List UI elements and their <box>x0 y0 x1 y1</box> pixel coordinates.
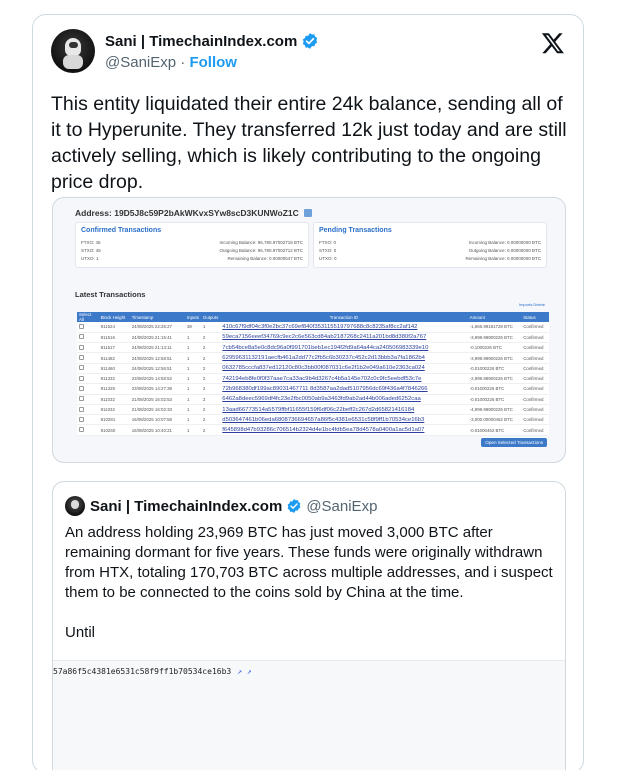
transaction-id-link: 72b968380df199ac89031467711 8d3587aa2dad5107956dc69f436a4f7846266 <box>220 384 467 394</box>
balance-row <box>319 247 541 255</box>
balance-row <box>81 239 303 247</box>
x-logo-icon[interactable] <box>541 31 565 55</box>
block-height-cell: 910260 <box>99 425 130 435</box>
table-row <box>77 394 549 404</box>
table-row <box>77 384 549 394</box>
outputs-cell: 2 <box>201 353 220 363</box>
block-height-cell: 911032 <box>99 404 130 414</box>
transaction-id-link: 742194eb8fe0f0f37aae7ca33ac9b4d3267c4b5a145e702c0c9fc5eebdf53c7e <box>220 373 467 383</box>
balance-row <box>319 255 541 263</box>
block-height-cell: 911482 <box>99 353 130 363</box>
verified-badge-icon <box>286 498 302 514</box>
checkbox-icon <box>79 345 84 350</box>
inputs-cell: 1 <box>185 343 201 353</box>
tweet-text: This entity liquidated their entire 24k balance, sending all of it to Hyperunite. They transferred 12k just today and are still actively selling, which is likely contributing to the ongoing price drop. <box>51 93 567 193</box>
external-link-icon <box>304 209 312 217</box>
column-header: Amount <box>468 312 522 322</box>
transaction-id-link: 62959631132191aecfb461a2dd77c2fb5c6b30237c452c2d13bbb3a7fa1862b4 <box>220 353 467 363</box>
address-heading <box>75 208 312 218</box>
open-selected-button: Open Selected Transactions <box>481 438 547 447</box>
transaction-id-link: f645898d47b93286c706514b2324d4e1bc4fdb5ea78d4578a0400a1ac5d1a07 <box>220 425 467 435</box>
transaction-id-link: 59eca7156eeef34769c9ec2c6e563cd84ab2187268c2411a201bd8d380f2a767 <box>220 332 467 342</box>
amount-cell: -3,999.99900226 BTC <box>468 332 522 342</box>
amount-cell: -0.01000462 BTC <box>468 425 522 435</box>
outputs-cell: 2 <box>201 415 220 425</box>
outputs-cell: 2 <box>201 373 220 383</box>
balance-value: Outgoing Balance: 0.00000000 BTC <box>468 248 541 253</box>
table-row <box>77 332 549 342</box>
outputs-cell: 2 <box>201 343 220 353</box>
balance-value: Incoming Balance: 0.00000000 BTC <box>468 240 541 245</box>
amount-cell: -0.01000226 BTC <box>468 394 522 404</box>
latest-transactions-title: Latest Transactions <box>75 290 146 299</box>
inputs-cell: 38 <box>185 322 201 332</box>
inputs-cell: 1 <box>185 394 201 404</box>
amount-cell: -1,666.99181728 BTC <box>468 322 522 332</box>
block-height-cell: 911032 <box>99 394 130 404</box>
transaction-id-link: 410c67f9df04c3f0e2bc37c69ef840f353115519797688c8c8235af8cc2af142 <box>220 322 467 332</box>
timestamp-cell: 21/08/2025 16:02:53 <box>130 394 185 404</box>
outputs-cell: 1 <box>201 322 220 332</box>
timestamp-cell: 21/08/2025 16:02:33 <box>130 404 185 414</box>
table-row <box>77 353 549 363</box>
column-header: Block Height <box>99 312 130 322</box>
outputs-cell: 2 <box>201 332 220 342</box>
status-cell: Confirmed <box>521 332 549 342</box>
status-cell: Confirmed <box>521 394 549 404</box>
quoted-author-handle: @SaniExp <box>306 497 378 515</box>
balance-key: UTXO: 0 <box>319 256 337 261</box>
row-checkbox-cell <box>77 353 99 363</box>
author-name-text: Sani | TimechainIndex.com <box>105 32 298 50</box>
block-height-cell: 910281 <box>99 415 130 425</box>
column-header: Timestamp <box>130 312 185 322</box>
timestamp-cell: 23/08/2025 14:27:38 <box>130 384 185 394</box>
table-row <box>77 343 549 353</box>
quoted-paragraph: An address holding 23,969 BTC has just moved 3,000 BTC after remaining dormant for five years. These funds were originally withdrawn from HTX, totaling 170,703 BTC across multiple addresses, and i suspect them to be connected to the coins sold by China at the time. <box>65 524 553 601</box>
pending-rows <box>319 239 541 263</box>
separator-dot: · <box>180 54 186 71</box>
attached-screenshot[interactable] <box>52 197 566 463</box>
block-height-cell: 911516 <box>99 332 130 342</box>
row-checkbox-cell <box>77 415 99 425</box>
confirmed-title: Confirmed Transactions <box>81 227 162 234</box>
checkbox-icon <box>79 407 84 412</box>
table-header-row <box>77 312 549 322</box>
balance-key: FTXO: 45 <box>81 240 101 245</box>
timestamp-cell: 24/08/2025 12:58:51 <box>130 353 185 363</box>
balance-key: UTXO: 1 <box>81 256 99 261</box>
status-cell: Confirmed <box>521 322 549 332</box>
inputs-cell: 1 <box>185 415 201 425</box>
status-cell: Confirmed <box>521 415 549 425</box>
balance-row <box>81 255 303 263</box>
checkbox-icon <box>79 365 84 370</box>
quoted-text <box>65 523 557 663</box>
column-header: Outputs <box>201 312 220 322</box>
author-subline <box>105 54 237 71</box>
transaction-id-link: 13aad66773514a5579ffbf11655f159f6df06c22beff2c267d2d65821416184 <box>220 404 467 414</box>
inputs-cell: 1 <box>185 425 201 435</box>
column-header: Transaction ID <box>220 312 467 322</box>
balance-value: Remaining Balance: 0.00000000 BTC <box>465 256 541 261</box>
status-cell: Confirmed <box>521 363 549 373</box>
amount-cell: -0.01000226 BTC <box>468 363 522 373</box>
quoted-tweet[interactable] <box>52 481 566 770</box>
astronaut-body-icon <box>63 55 83 69</box>
balance-key: STXO: 0 <box>319 248 337 253</box>
row-checkbox-cell <box>77 343 99 353</box>
balance-key: FTXO: 0 <box>319 240 337 245</box>
quoted-avatar <box>65 496 85 516</box>
status-cell: Confirmed <box>521 343 549 353</box>
checkbox-icon <box>79 376 84 381</box>
row-checkbox-cell <box>77 394 99 404</box>
table-row <box>77 373 549 383</box>
amount-cell: -3,000.00000462 BTC <box>468 415 522 425</box>
inputs-cell: 1 <box>185 332 201 342</box>
outputs-cell: 2 <box>201 394 220 404</box>
row-checkbox-cell <box>77 404 99 414</box>
address-value: 19D5J8c59P2bAkWKvxSYw8scD3KUNWoZ1C <box>114 208 299 218</box>
checkbox-icon <box>79 334 84 339</box>
amount-cell: -2,999.99900226 BTC <box>468 373 522 383</box>
row-checkbox-cell <box>77 384 99 394</box>
transaction-id-link: 7cb54bce8a5e0c8dc96a0f991701beb1ec194f2fd9a64a44ca240506983339e10 <box>220 343 467 353</box>
block-height-cell: 911517 <box>99 343 130 353</box>
quoted-paragraph: Until <box>65 624 96 641</box>
amount-cell: -0.1000226 BTC <box>468 343 522 353</box>
status-cell: Confirmed <box>521 373 549 383</box>
checkbox-icon <box>79 324 84 329</box>
block-height-cell: 911460 <box>99 363 130 373</box>
table-row <box>77 322 549 332</box>
astronaut-icon <box>71 500 79 509</box>
tweet-card <box>32 14 584 770</box>
balance-value: Remaining Balance: 0.00000547 BTC <box>227 256 303 261</box>
row-checkbox-cell <box>77 322 99 332</box>
inputs-cell: 1 <box>185 363 201 373</box>
row-checkbox-cell <box>77 373 99 383</box>
transactions-table <box>77 312 549 436</box>
quoted-image-text <box>53 667 252 676</box>
table-row <box>77 425 549 435</box>
row-checkbox-cell <box>77 425 99 435</box>
timestamp-cell: 16/08/2025 10:40:21 <box>130 425 185 435</box>
tweet-header <box>51 29 567 85</box>
outputs-cell: 2 <box>201 425 220 435</box>
amount-cell: -3,999.99900226 BTC <box>468 353 522 363</box>
quoted-image-hash: 57a86f5c4381e6531c58f9ff1b70534ce16b3 <box>53 667 232 676</box>
follow-button[interactable]: Follow <box>189 54 237 71</box>
timestamp-cell: 24/08/2025 21:15:41 <box>130 332 185 342</box>
status-cell: Confirmed <box>521 384 549 394</box>
timestamp-cell: 23/08/2025 14:58:52 <box>130 373 185 383</box>
column-header: Inputs <box>185 312 201 322</box>
table-body <box>77 322 549 435</box>
author-handle[interactable]: @SaniExp <box>105 54 177 71</box>
inputs-cell: 1 <box>185 404 201 414</box>
transaction-id-link: 0632785cccfa837ed12120c80c3bb00f087031c6e2f1b2e049a610e2363ca024 <box>220 363 467 373</box>
inputs-cell: 1 <box>185 384 201 394</box>
table-row <box>77 415 549 425</box>
author-name[interactable] <box>105 32 319 50</box>
astronaut-visor-icon <box>69 42 78 48</box>
quoted-author-name: Sani | TimechainIndex.com <box>90 497 283 515</box>
balance-row <box>81 247 303 255</box>
verified-badge-icon <box>301 32 319 50</box>
avatar[interactable] <box>51 29 95 73</box>
checkbox-icon <box>79 355 84 360</box>
balance-value: Outgoing Balance: 96,780.97002712 BTC <box>219 248 303 253</box>
status-cell: Confirmed <box>521 425 549 435</box>
checkbox-icon <box>79 386 84 391</box>
block-height-cell: 911524 <box>99 322 130 332</box>
balance-key: STXO: 45 <box>81 248 101 253</box>
block-height-cell: 911329 <box>99 384 130 394</box>
table-links: Imports Delete <box>518 302 545 307</box>
address-label: Address: <box>75 208 112 218</box>
block-height-cell: 911332 <box>99 373 130 383</box>
inputs-cell: 1 <box>185 373 201 383</box>
timestamp-cell: 24/08/2025 21:14:11 <box>130 343 185 353</box>
status-cell: Confirmed <box>521 404 549 414</box>
pending-title: Pending Transactions <box>319 227 392 234</box>
timestamp-cell: 16/08/2025 10:07:58 <box>130 415 185 425</box>
quoted-image[interactable] <box>53 660 566 770</box>
outputs-cell: 2 <box>201 404 220 414</box>
checkbox-icon <box>79 417 84 422</box>
outputs-cell: 2 <box>201 384 220 394</box>
quoted-header <box>65 496 377 516</box>
transaction-id-link: d503647461b06eda6808736694657a86f5c4381e6531c58f9ff1b70534ce16b3 <box>220 415 467 425</box>
confirmed-panel <box>75 222 309 268</box>
timestamp-cell: 24/08/2025 12:56:51 <box>130 363 185 373</box>
inputs-cell: 1 <box>185 353 201 363</box>
column-header: Select All <box>77 312 99 322</box>
table-row <box>77 404 549 414</box>
balance-value: Incoming Balance: 96,780.97002718 BTC <box>219 240 303 245</box>
checkbox-icon <box>79 396 84 401</box>
external-link-icon: ↗ ↗ <box>237 667 252 676</box>
row-checkbox-cell <box>77 363 99 373</box>
timestamp-cell: 24/08/2025 22:26:27 <box>130 322 185 332</box>
column-header: Status <box>521 312 549 322</box>
confirmed-rows <box>81 239 303 263</box>
outputs-cell: 2 <box>201 363 220 373</box>
amount-cell: -0.01000226 BTC <box>468 384 522 394</box>
checkbox-icon <box>79 427 84 432</box>
row-checkbox-cell <box>77 332 99 342</box>
pending-panel <box>313 222 547 268</box>
amount-cell: -4,999.99900226 BTC <box>468 404 522 414</box>
balance-row <box>319 239 541 247</box>
table-row <box>77 363 549 373</box>
transaction-id-link: 6462a8deec5969df4fc23e2fbc0050ab9a3463fd9ab2ad44b006aded6252caa <box>220 394 467 404</box>
status-cell: Confirmed <box>521 353 549 363</box>
